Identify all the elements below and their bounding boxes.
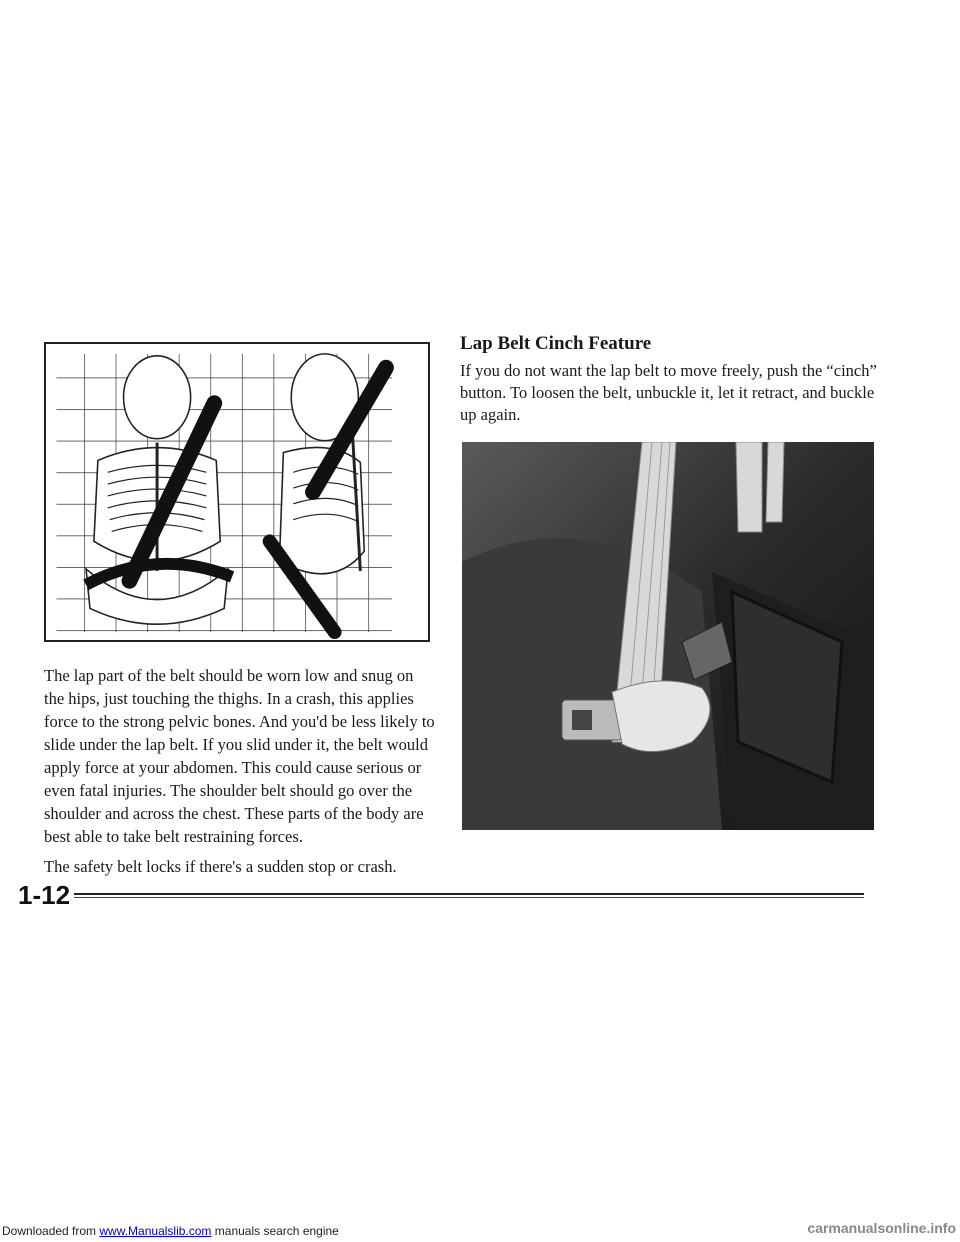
- seatbelt-anatomy-illustration: [44, 342, 430, 642]
- download-banner: [2, 1224, 339, 1238]
- footer-rule: [74, 893, 864, 898]
- seatbelt-anatomy-figure: [46, 344, 428, 640]
- belt-buckle-photo-icon: [462, 442, 874, 830]
- safety-belt-locks-paragraph: The safety belt locks if there's a sudden stop or crash.: [44, 857, 397, 876]
- banner-suffix: manuals search engine: [211, 1224, 339, 1238]
- watermark: carmanualsonline.info: [807, 1220, 956, 1236]
- cinch-instructions: If you do not want the lap belt to move freely, push the “cinch” button. To loosen the belt, unbuckle it, let it retract, and buckle up again.: [460, 361, 877, 424]
- banner-prefix: Downloaded from: [2, 1224, 100, 1238]
- manualslib-link[interactable]: www.Manualslib.com: [99, 1224, 212, 1238]
- section-heading-lap-belt-cinch: Lap Belt Cinch Feature: [460, 333, 652, 354]
- belt-buckle-photo: [462, 442, 874, 830]
- lap-belt-paragraph: The lap part of the belt should be worn low and snug on the hips, just touching the thighs. In a crash, this applies force to the strong pelvic bones. And you'd be less likely to slide under the lap belt. If you slid under it, the belt would apply force at your abdomen. This could cause serious or even fatal injuries. The shoulder belt should go over the shoulder and across the chest. These parts of the body are best able to take belt restraining forces.: [44, 666, 435, 846]
- page-number: 1-12: [18, 880, 71, 910]
